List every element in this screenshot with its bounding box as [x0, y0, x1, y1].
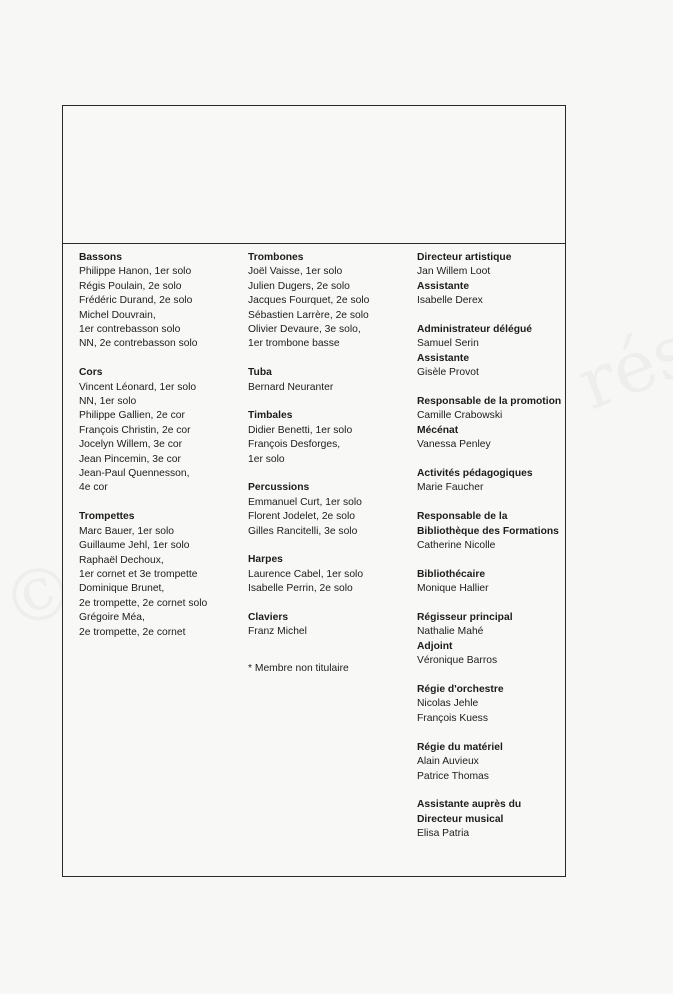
- member-entry: Philippe Gallien, 2e cor: [79, 410, 185, 422]
- member-entry: Guillaume Jehl, 1er solo: [79, 540, 190, 552]
- member-entry: Nathalie Mahé: [417, 626, 484, 638]
- member-entry: Isabelle Derex: [417, 295, 483, 307]
- member-entry: Marie Faucher: [417, 482, 484, 494]
- section: [417, 640, 565, 669]
- section: [417, 683, 565, 726]
- member-entry: Véronique Barros: [417, 655, 498, 667]
- member-entry: François Kuess: [417, 712, 488, 724]
- document-frame: [62, 105, 566, 877]
- section: [248, 553, 408, 596]
- section-heading: Régie du matériel: [417, 741, 503, 753]
- member-entry: Régis Poulain, 2e solo: [79, 280, 182, 292]
- column-3: [417, 251, 565, 856]
- section: [417, 568, 565, 597]
- member-entry: Jacques Fourquet, 2e solo: [248, 295, 370, 307]
- section: [417, 352, 565, 381]
- section-heading: Administrateur délégué: [417, 324, 533, 336]
- member-entry: 1er trombone basse: [248, 338, 340, 350]
- section: [417, 741, 565, 784]
- member-entry: Florent Jodelet, 2e solo: [248, 511, 356, 523]
- section-heading: Responsable de la promotion: [417, 396, 562, 408]
- member-entry: Jean Pincemin, 3e cor: [79, 453, 181, 465]
- member-entry: Joël Vaisse, 1er solo: [248, 266, 343, 278]
- member-entry: 1er contrebasson solo: [79, 324, 181, 336]
- member-entry: Marc Bauer, 1er solo: [79, 525, 175, 537]
- section: [417, 611, 565, 640]
- member-entry: Olivier Devaure, 3e solo,: [248, 324, 361, 336]
- member-entry: NN, 1er solo: [79, 396, 137, 408]
- section: [79, 366, 239, 496]
- member-entry: Jocelyn Willem, 3e cor: [79, 439, 182, 451]
- section: [79, 251, 239, 352]
- section: [248, 366, 408, 395]
- member-entry: Isabelle Perrin, 2e solo: [248, 583, 353, 595]
- member-entry: Michel Douvrain,: [79, 309, 156, 321]
- member-entry: Alain Auvieux: [417, 756, 479, 768]
- member-entry: Patrice Thomas: [417, 770, 489, 782]
- section-heading: Trompettes: [79, 511, 135, 523]
- section: [417, 467, 565, 496]
- section-heading: Cors: [79, 367, 103, 379]
- member-entry: Elisa Patria: [417, 828, 470, 840]
- section-heading: Tuba: [248, 367, 272, 379]
- member-entry: Didier Benetti, 1er solo: [248, 424, 353, 436]
- member-entry: Philippe Hanon, 1er solo: [79, 266, 192, 278]
- section-heading: Trombones: [248, 252, 304, 263]
- section-heading: Régisseur principal: [417, 612, 513, 624]
- member-entry: Vincent Léonard, 1er solo: [79, 381, 197, 393]
- section-heading: Harpes: [248, 554, 283, 566]
- member-entry: François Desforges,: [248, 439, 341, 451]
- section-heading: Mécénat: [417, 424, 459, 436]
- section-heading: Assistante: [417, 280, 470, 292]
- section-heading: Timbales: [248, 410, 293, 422]
- section-heading: Assistante auprès du Directeur musical: [417, 799, 522, 825]
- member-entry: Grégoire Méa,: [79, 612, 145, 624]
- section: [248, 481, 408, 539]
- section-heading: Régie d'orchestre: [417, 684, 504, 696]
- member-entry: 2e trompette, 2e cornet: [79, 626, 186, 638]
- member-entry: Vanessa Penley: [417, 439, 491, 451]
- member-entry: François Christin, 2e cor: [79, 424, 191, 436]
- footnote: * Membre non titulaire: [248, 662, 349, 674]
- member-entry: Frédéric Durand, 2e solo: [79, 295, 193, 307]
- member-entry: Dominique Brunet,: [79, 583, 165, 595]
- section: [79, 510, 239, 640]
- section: [417, 323, 565, 352]
- member-entry: Jan Willem Loot: [417, 266, 491, 278]
- member-entry: Sébastien Larrère, 2e solo: [248, 309, 369, 321]
- section: [417, 251, 565, 280]
- member-entry: Camille Crabowski: [417, 410, 503, 422]
- section-heading: Adjoint: [417, 640, 453, 652]
- member-entry: Raphaël Dechoux,: [79, 554, 164, 566]
- member-entry: 2e trompette, 2e cornet solo: [79, 597, 208, 609]
- member-entry: 1er solo: [248, 453, 285, 465]
- section: [248, 409, 408, 467]
- section: [248, 611, 408, 640]
- section-heading: Responsable de la Bibliothèque des Formations: [417, 511, 559, 537]
- column-1: [79, 251, 239, 654]
- section: [248, 251, 408, 352]
- member-entry: Emmanuel Curt, 1er solo: [248, 496, 362, 508]
- section-heading: Claviers: [248, 612, 289, 624]
- column-2: [248, 251, 408, 676]
- member-entry: 1er cornet et 3e trompette: [79, 568, 198, 580]
- member-entry: Laurence Cabel, 1er solo: [248, 568, 364, 580]
- member-entry: NN, 2e contrebasson solo: [79, 338, 198, 350]
- section-heading: Directeur artistique: [417, 252, 512, 263]
- member-entry: Catherine Nicolle: [417, 540, 496, 552]
- section: [417, 510, 565, 553]
- section-heading: Assistante: [417, 352, 470, 364]
- section: [417, 424, 565, 453]
- member-entry: Gilles Rancitelli, 3e solo: [248, 525, 358, 537]
- section: [417, 395, 565, 424]
- section: [417, 280, 565, 309]
- blank-header-box: [63, 106, 565, 244]
- member-entry: Samuel Serin: [417, 338, 479, 350]
- member-entry: Jean-Paul Quennesson,: [79, 468, 190, 480]
- section: [417, 798, 565, 841]
- section-heading: Percussions: [248, 482, 310, 494]
- member-entry: Bernard Neuranter: [248, 381, 334, 393]
- section-heading: Bassons: [79, 252, 122, 263]
- member-entry: 4e cor: [79, 482, 108, 494]
- member-entry: Nicolas Jehle: [417, 698, 479, 710]
- member-entry: Monique Hallier: [417, 583, 489, 595]
- member-entry: Julien Dugers, 2e solo: [248, 280, 350, 292]
- section-heading: Activités pédagogiques: [417, 468, 533, 480]
- section-heading: Bibliothécaire: [417, 568, 486, 580]
- member-entry: Franz Michel: [248, 626, 307, 638]
- member-entry: Gisèle Provot: [417, 367, 479, 379]
